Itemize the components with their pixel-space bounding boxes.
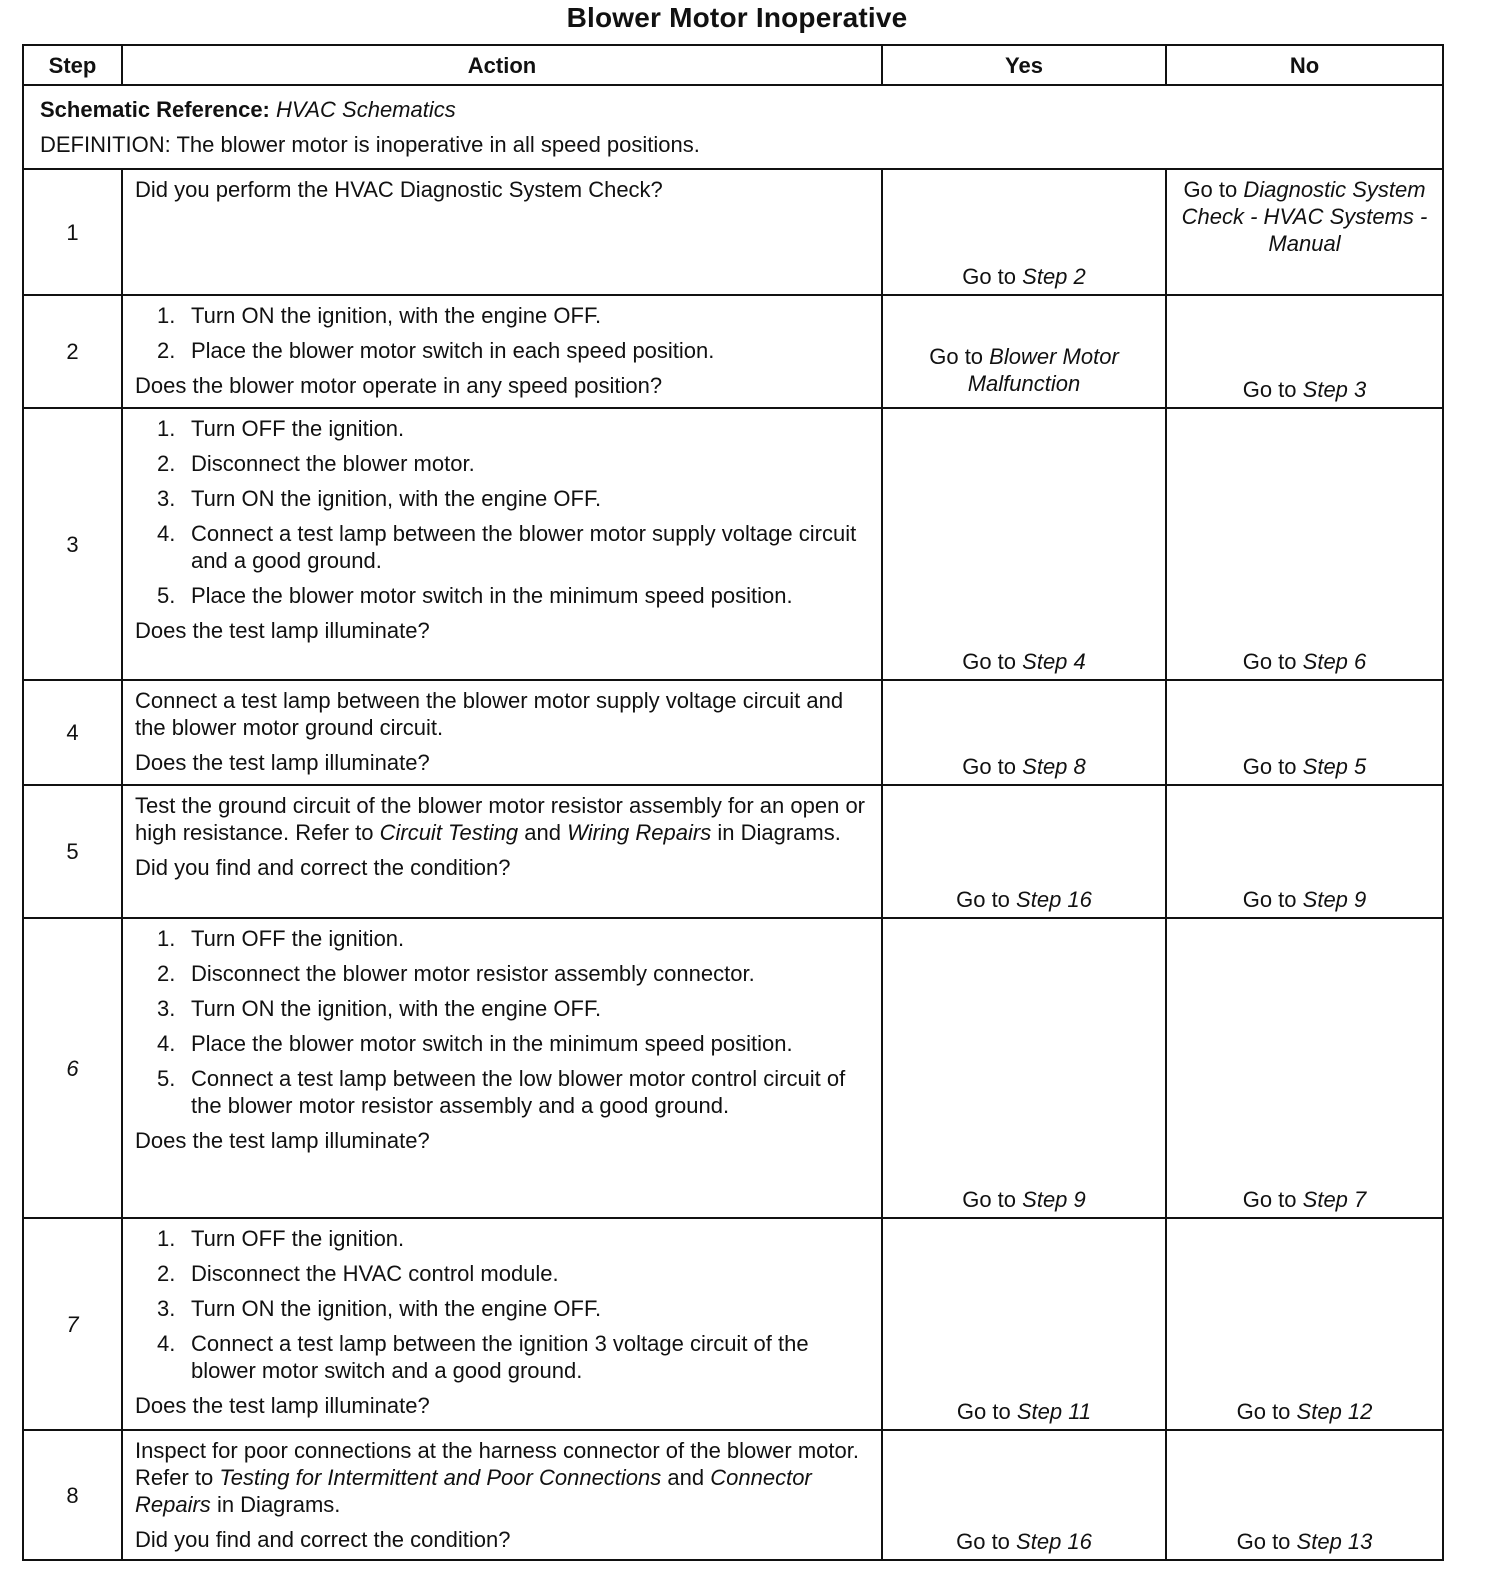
- diagnostic-table: [22, 44, 1444, 1561]
- step-number: 2: [23, 295, 122, 408]
- definition: DEFINITION: The blower motor is inoperative in all speed positions.: [40, 132, 700, 157]
- substep-list: [135, 415, 873, 609]
- schematic-value: HVAC Schematics: [276, 97, 456, 122]
- question: Did you find and correct the condition?: [135, 855, 511, 880]
- yes-link[interactable]: Step 2: [1022, 264, 1086, 289]
- no-link[interactable]: Step 3: [1302, 377, 1367, 402]
- action-cell: [122, 1218, 882, 1430]
- schematic-row: [23, 85, 1443, 169]
- action-cell: [122, 169, 882, 295]
- action-text: Inspect for poor connections at the harness connector of the blower motor. Refer to Testing for Intermittent and Poor Connections and Connector Repairs in Diagrams.: [135, 1438, 859, 1517]
- substep-list: [135, 302, 873, 364]
- table-row: [23, 408, 1443, 680]
- list-item: 2. Disconnect the HVAC control module.: [157, 1261, 559, 1286]
- table-row: [23, 680, 1443, 785]
- action-text: Test the ground circuit of the blower motor resistor assembly for an open or high resistance. Refer to Circuit Testing and Wiring Repairs in Diagrams.: [135, 793, 866, 845]
- schematic-label: Schematic Reference:: [40, 97, 270, 122]
- step-number: 5: [23, 785, 122, 918]
- list-item: 3. Turn ON the ignition, with the engine OFF.: [157, 1296, 602, 1321]
- list-item: 1. Turn OFF the ignition.: [157, 1226, 405, 1251]
- no-link[interactable]: Step 7: [1302, 1187, 1367, 1212]
- list-item: 2. Place the blower motor switch in each speed position.: [157, 338, 715, 363]
- wiring-repairs-link[interactable]: Wiring Repairs: [567, 820, 712, 845]
- question: Did you find and correct the condition?: [135, 1527, 511, 1552]
- no-link[interactable]: Step 12: [1296, 1399, 1373, 1424]
- list-item: 3. Turn ON the ignition, with the engine OFF.: [157, 996, 602, 1021]
- no-link[interactable]: Step 6: [1302, 649, 1367, 674]
- no-link[interactable]: Step 9: [1302, 887, 1367, 912]
- list-item: 4. Connect a test lamp between the ignition 3 voltage circuit of the blower motor switch and a good ground.: [157, 1331, 809, 1383]
- yes-cell: Go to Blower Motor Malfunction: [882, 295, 1166, 408]
- no-link[interactable]: Step 5: [1302, 754, 1367, 779]
- no-link[interactable]: Step 13: [1296, 1529, 1373, 1554]
- header-yes: Yes: [882, 45, 1166, 85]
- yes-link[interactable]: Step 11: [1016, 1399, 1092, 1424]
- list-item: 3. Turn ON the ignition, with the engine OFF.: [157, 486, 602, 511]
- action-cell: [122, 295, 882, 408]
- yes-cell: Go to Step 16: [882, 1430, 1166, 1560]
- step-number: 8: [23, 1430, 122, 1560]
- header-row: [23, 45, 1443, 85]
- list-item: 4. Connect a test lamp between the blower motor supply voltage circuit and a good ground.: [157, 521, 857, 573]
- list-item: 2. Disconnect the blower motor.: [157, 451, 475, 476]
- header-step: Step: [23, 45, 122, 85]
- list-item: 1. Turn ON the ignition, with the engine OFF.: [157, 303, 602, 328]
- no-cell: Go to Step 3: [1166, 295, 1443, 408]
- yes-cell: Go to Step 16: [882, 785, 1166, 918]
- no-cell: Go to Step 5: [1166, 680, 1443, 785]
- yes-cell: Go to Step 8: [882, 680, 1166, 785]
- step-number: 1: [23, 169, 122, 295]
- step-number: 4: [23, 680, 122, 785]
- yes-cell: Go to Step 11: [882, 1218, 1166, 1430]
- step-number: 6: [23, 918, 122, 1218]
- question: Does the test lamp illuminate?: [135, 1128, 430, 1153]
- yes-link[interactable]: Step 4: [1022, 649, 1086, 674]
- yes-link[interactable]: Step 9: [1022, 1187, 1086, 1212]
- no-cell: Go to Step 9: [1166, 785, 1443, 918]
- question: Does the test lamp illuminate?: [135, 750, 430, 775]
- table-row: [23, 1218, 1443, 1430]
- yes-link[interactable]: Step 8: [1022, 754, 1086, 779]
- intermittent-testing-link[interactable]: Testing for Intermittent and Poor Connections: [219, 1465, 662, 1490]
- step-number: 7: [23, 1218, 122, 1430]
- no-link[interactable]: Diagnostic System Check - HVAC Systems - Manual: [1181, 177, 1428, 256]
- schematic-cell: [23, 85, 1443, 169]
- yes-cell: Go to Step 9: [882, 918, 1166, 1218]
- question: Did you perform the HVAC Diagnostic System Check?: [135, 177, 663, 202]
- no-cell: Go to Step 12: [1166, 1218, 1443, 1430]
- list-item: 5. Place the blower motor switch in the minimum speed position.: [157, 583, 793, 608]
- action-cell: [122, 408, 882, 680]
- connector-repairs-link[interactable]: Connector Repairs: [135, 1465, 812, 1517]
- list-item: 5. Connect a test lamp between the low blower motor control circuit of the blower motor resistor assembly and a good ground.: [157, 1066, 846, 1118]
- action-cell: [122, 680, 882, 785]
- circuit-testing-link[interactable]: Circuit Testing: [379, 820, 519, 845]
- yes-link[interactable]: Step 16: [1016, 1529, 1092, 1554]
- table-row: [23, 169, 1443, 295]
- list-item: 1. Turn OFF the ignition.: [157, 416, 405, 441]
- yes-link[interactable]: Step 16: [1016, 887, 1092, 912]
- yes-link[interactable]: Blower Motor Malfunction: [967, 344, 1119, 396]
- no-cell: Go to Step 13: [1166, 1430, 1443, 1560]
- action-text: Connect a test lamp between the blower motor supply voltage circuit and the blower motor ground circuit.: [135, 688, 844, 740]
- table-row: [23, 1430, 1443, 1560]
- no-cell: Go to Step 7: [1166, 918, 1443, 1218]
- substep-list: [135, 1225, 873, 1384]
- no-cell: Go to Step 6: [1166, 408, 1443, 680]
- action-cell: [122, 1430, 882, 1560]
- page-title: Blower Motor Inoperative: [566, 2, 908, 33]
- step-number: 3: [23, 408, 122, 680]
- question: Does the blower motor operate in any speed position?: [135, 373, 663, 398]
- question: Does the test lamp illuminate?: [135, 1393, 430, 1418]
- table-row: [23, 785, 1443, 918]
- yes-cell: Go to Step 4: [882, 408, 1166, 680]
- table-row: [23, 918, 1443, 1218]
- yes-cell: Go to Step 2: [882, 169, 1166, 295]
- question: Does the test lamp illuminate?: [135, 618, 430, 643]
- table-row: [23, 295, 1443, 408]
- header-no: No: [1166, 45, 1443, 85]
- action-cell: [122, 918, 882, 1218]
- header-action: Action: [122, 45, 882, 85]
- list-item: 1. Turn OFF the ignition.: [157, 926, 405, 951]
- list-item: 2. Disconnect the blower motor resistor assembly connector.: [157, 961, 755, 986]
- no-cell: Go to Diagnostic System Check - HVAC Systems - Manual: [1166, 169, 1443, 295]
- list-item: 4. Place the blower motor switch in the minimum speed position.: [157, 1031, 793, 1056]
- substep-list: [135, 925, 873, 1119]
- action-cell: [122, 785, 882, 918]
